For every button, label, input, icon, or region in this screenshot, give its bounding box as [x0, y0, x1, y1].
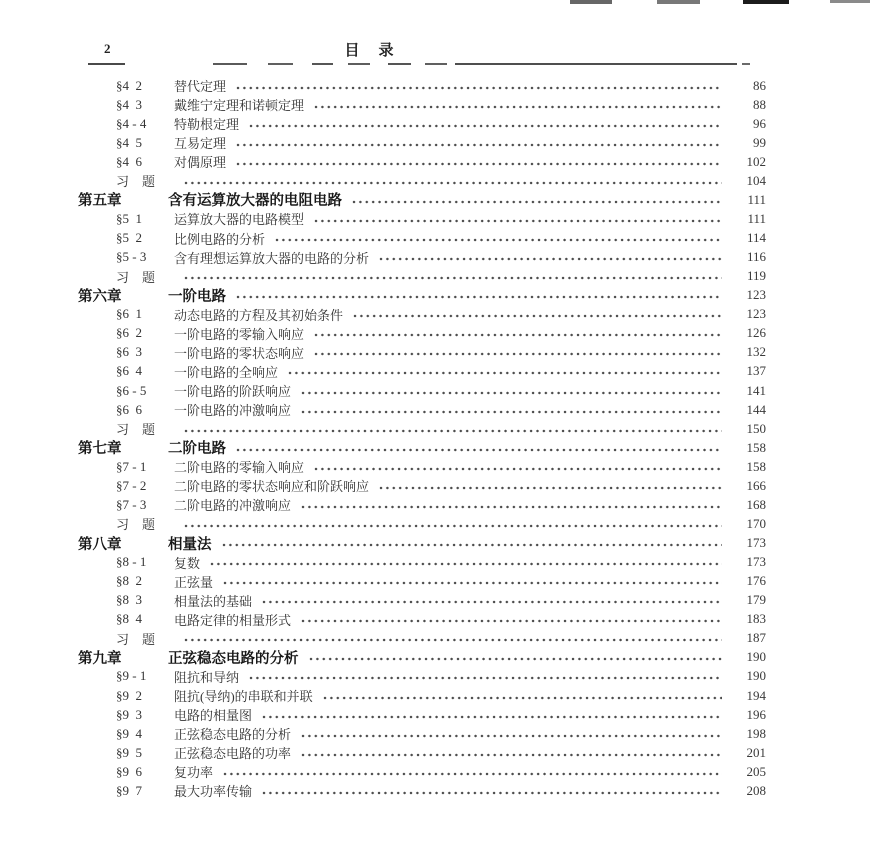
- toc-row-section: [0, 95, 870, 114]
- toc-entry-title: 正弦稳态电路的功率: [174, 746, 292, 762]
- dot-leader: [275, 237, 722, 243]
- toc-entry-label: §5 - 3: [116, 249, 147, 265]
- toc-entry-page: 201: [746, 744, 766, 760]
- toc-entry-label: §4 3: [116, 96, 142, 112]
- dot-leader: [314, 351, 722, 357]
- toc-row-section: [0, 229, 870, 248]
- toc-entry-title: 运算放大器的电路模型: [174, 212, 305, 228]
- toc-entry-title: 特勒根定理: [174, 117, 240, 133]
- toc-entry-page: 187: [746, 630, 766, 646]
- header-rule-segment: [425, 63, 447, 65]
- toc-entry-page: 104: [746, 172, 766, 188]
- toc-entry-title: 正弦稳态电路的分析: [168, 650, 299, 667]
- toc-row-section: [0, 152, 870, 171]
- toc-row-section: [0, 381, 870, 400]
- dot-leader: [314, 104, 722, 110]
- page-number: 2: [104, 41, 111, 56]
- toc-entry-title: 含有运算放大器的电阻电路: [168, 193, 342, 210]
- page-title: 目 录: [344, 43, 396, 59]
- header-rule-segment: [88, 63, 125, 65]
- toc-row-section: [0, 362, 870, 381]
- toc-entry-label: §8 3: [116, 592, 142, 608]
- dot-leader: [314, 218, 722, 224]
- toc-entry-page: 166: [746, 477, 766, 493]
- toc-entry-label: 第八章: [78, 536, 122, 553]
- toc-entry-label: 习 题: [116, 517, 156, 533]
- toc-list: [0, 76, 870, 800]
- toc-entry-label: §7 - 2: [116, 477, 147, 493]
- toc-entry-page: 119: [746, 268, 766, 284]
- toc-entry-label: §7 - 1: [116, 458, 147, 474]
- toc-entry-page: 86: [753, 77, 766, 93]
- toc-entry-title: 一阶电路的冲激响应: [174, 403, 292, 419]
- toc-entry-page: 173: [746, 535, 766, 551]
- dot-leader: [379, 485, 722, 491]
- toc-row-section: [0, 686, 870, 705]
- toc-entry-title: 二阶电路的零输入响应: [174, 460, 305, 476]
- header-rule-segment: [213, 63, 247, 65]
- toc-entry-page: 158: [746, 458, 766, 474]
- toc-entry-page: 102: [746, 153, 766, 169]
- toc-entry-label: §6 1: [116, 306, 142, 322]
- dot-leader: [236, 447, 722, 453]
- toc-entry-page: 144: [746, 401, 766, 417]
- toc-row-exercise: [0, 629, 870, 648]
- toc-row-section: [0, 324, 870, 343]
- toc-entry-title: 对偶原理: [174, 155, 227, 171]
- toc-entry-title: 电路的相量图: [174, 708, 253, 724]
- toc-entry-title: 比例电路的分析: [174, 231, 266, 247]
- dot-leader: [301, 733, 722, 739]
- toc-entry-label: §4 - 4: [116, 115, 147, 131]
- toc-entry-page: 126: [746, 325, 766, 341]
- toc-row-section: [0, 343, 870, 362]
- toc-entry-title: 动态电路的方程及其初始条件: [174, 307, 344, 323]
- toc-entry-page: 132: [746, 344, 766, 360]
- toc-entry-label: §6 3: [116, 344, 142, 360]
- toc-entry-label: §5 1: [116, 210, 142, 226]
- dot-leader: [262, 599, 722, 605]
- toc-row-exercise: [0, 514, 870, 533]
- dot-leader: [301, 390, 722, 396]
- toc-entry-title: 电路定律的相量形式: [174, 612, 292, 628]
- dot-leader: [249, 123, 722, 129]
- toc-entry-label: 第五章: [78, 193, 122, 210]
- toc-entry-title: 一阶电路的阶跃响应: [174, 384, 292, 400]
- toc-entry-label: 习 题: [116, 269, 156, 285]
- dot-leader: [223, 580, 722, 586]
- toc-row-section: [0, 610, 870, 629]
- dot-leader: [236, 161, 722, 167]
- toc-entry-label: §6 4: [116, 363, 142, 379]
- toc-entry-page: 190: [746, 649, 766, 665]
- toc-entry-label: §9 6: [116, 763, 142, 779]
- dot-leader: [309, 656, 723, 662]
- toc-entry-title: 戴维宁定理和诺顿定理: [174, 98, 305, 114]
- toc-entry-page: 150: [746, 420, 766, 436]
- toc-entry-page: 208: [746, 782, 766, 798]
- toc-entry-page: 114: [746, 230, 766, 246]
- toc-row-exercise: [0, 419, 870, 438]
- toc-row-section: [0, 209, 870, 228]
- toc-entry-label: §9 4: [116, 725, 142, 741]
- toc-entry-page: 88: [753, 96, 766, 112]
- dot-leader: [184, 523, 722, 529]
- toc-entry-page: 141: [746, 382, 766, 398]
- dot-leader: [236, 294, 722, 300]
- toc-entry-title: 一阶电路的零状态响应: [174, 345, 305, 361]
- toc-row-section: [0, 572, 870, 591]
- dot-leader: [210, 561, 722, 567]
- toc-entry-label: §6 6: [116, 401, 142, 417]
- toc-entry-page: 196: [746, 706, 766, 722]
- toc-entry-label: §9 3: [116, 706, 142, 722]
- toc-entry-title: 互易定理: [174, 136, 227, 152]
- toc-entry-label: §9 - 1: [116, 668, 147, 684]
- toc-entry-label: §8 4: [116, 611, 142, 627]
- toc-row-exercise: [0, 267, 870, 286]
- toc-entry-title: 替代定理: [174, 79, 227, 95]
- toc-entry-label: 第七章: [78, 441, 122, 458]
- dot-leader: [223, 771, 722, 777]
- toc-entry-title: 复功率: [174, 765, 214, 781]
- toc-entry-page: 137: [746, 363, 766, 379]
- toc-entry-label: 第九章: [78, 650, 122, 667]
- dot-leader: [301, 752, 722, 758]
- toc-row-section: [0, 76, 870, 95]
- dot-leader: [262, 790, 722, 796]
- toc-entry-title: 二阶电路的零状态响应和阶跃响应: [174, 479, 370, 495]
- toc-entry-page: 111: [747, 191, 766, 207]
- dot-leader: [222, 542, 723, 548]
- dot-leader: [184, 275, 722, 281]
- toc-entry-label: 第六章: [78, 288, 122, 305]
- toc-entry-page: 99: [753, 134, 766, 150]
- toc-row-section: [0, 457, 870, 476]
- toc-entry-title: 相量法: [168, 536, 212, 553]
- toc-entry-title: 一阶电路: [168, 288, 226, 305]
- toc-entry-page: 198: [746, 725, 766, 741]
- toc-row-chapter: [0, 286, 870, 305]
- toc-entry-label: 习 题: [116, 174, 156, 190]
- dot-leader: [352, 199, 722, 205]
- toc-row-section: [0, 743, 870, 762]
- toc-entry-title: 复数: [174, 555, 201, 571]
- toc-entry-label: 习 题: [116, 422, 156, 438]
- toc-entry-title: 含有理想运算放大器的电路的分析: [174, 250, 370, 266]
- toc-row-chapter: [0, 534, 870, 553]
- toc-entry-label: §4 2: [116, 77, 142, 93]
- header-rule-segment: [388, 63, 411, 65]
- dot-leader: [249, 675, 722, 681]
- dot-leader: [288, 370, 722, 376]
- toc-entry-title: 阻抗和导纳: [174, 669, 240, 685]
- toc-row-section: [0, 114, 870, 133]
- toc-entry-page: 190: [746, 668, 766, 684]
- toc-entry-title: 二阶电路的冲激响应: [174, 498, 292, 514]
- toc-entry-label: §7 - 3: [116, 496, 147, 512]
- dot-leader: [184, 428, 722, 434]
- dot-leader: [323, 695, 722, 701]
- toc-row-chapter: [0, 190, 870, 209]
- dot-leader: [236, 85, 722, 91]
- toc-entry-label: §6 2: [116, 325, 142, 341]
- toc-entry-label: §4 6: [116, 153, 142, 169]
- dot-leader: [379, 256, 722, 262]
- header-rule-segment: [455, 63, 737, 65]
- toc-entry-title: 正弦稳态电路的分析: [174, 727, 292, 743]
- toc-entry-label: §6 - 5: [116, 382, 147, 398]
- toc-row-section: [0, 591, 870, 610]
- toc-row-section: [0, 248, 870, 267]
- toc-entry-label: §8 2: [116, 573, 142, 589]
- toc-row-section: [0, 667, 870, 686]
- toc-entry-title: 最大功率传输: [174, 784, 253, 800]
- toc-row-section: [0, 495, 870, 514]
- toc-row-exercise: [0, 171, 870, 190]
- dot-leader: [184, 637, 722, 643]
- toc-entry-page: 170: [746, 515, 766, 531]
- toc-entry-page: 158: [746, 439, 766, 455]
- toc-row-section: [0, 133, 870, 152]
- toc-row-chapter: [0, 438, 870, 457]
- dot-leader: [353, 313, 722, 319]
- dot-leader: [301, 504, 722, 510]
- toc-entry-page: 168: [746, 496, 766, 512]
- toc-entry-page: 116: [746, 249, 766, 265]
- dot-leader: [262, 714, 722, 720]
- toc-row-section: [0, 553, 870, 572]
- scan-mark: [743, 0, 789, 4]
- toc-entry-title: 二阶电路: [168, 441, 226, 458]
- toc-row-section: [0, 476, 870, 495]
- toc-entry-page: 173: [746, 554, 766, 570]
- scan-mark: [657, 0, 700, 4]
- toc-row-section: [0, 305, 870, 324]
- dot-leader: [301, 618, 722, 624]
- scan-mark: [830, 0, 870, 3]
- toc-entry-page: 194: [746, 687, 766, 703]
- toc-row-section: [0, 400, 870, 419]
- toc-entry-label: §9 2: [116, 687, 142, 703]
- toc-entry-label: §8 - 1: [116, 554, 147, 570]
- toc-entry-page: 183: [746, 611, 766, 627]
- toc-entry-title: 一阶电路的零输入响应: [174, 326, 305, 342]
- toc-entry-label: §5 2: [116, 230, 142, 246]
- toc-row-section: [0, 762, 870, 781]
- dot-leader: [314, 332, 722, 338]
- dot-leader: [236, 142, 722, 148]
- header-rule-segment: [268, 63, 293, 65]
- header-rule-segment: [348, 63, 370, 65]
- toc-entry-page: 123: [746, 287, 766, 303]
- toc-entry-page: 179: [746, 592, 766, 608]
- toc-entry-page: 176: [746, 573, 766, 589]
- toc-entry-label: §9 5: [116, 744, 142, 760]
- toc-entry-title: 一阶电路的全响应: [174, 364, 279, 380]
- toc-row-chapter: [0, 648, 870, 667]
- header-rule-segment: [312, 63, 333, 65]
- toc-row-section: [0, 724, 870, 743]
- toc-entry-page: 96: [753, 115, 766, 131]
- toc-row-section: [0, 781, 870, 800]
- toc-entry-title: 阻抗(导纳)的串联和并联: [174, 689, 313, 705]
- header-rule-segment: [742, 63, 750, 65]
- toc-entry-title: 正弦量: [174, 574, 214, 590]
- toc-entry-label: §4 5: [116, 134, 142, 150]
- toc-entry-label: §9 7: [116, 782, 142, 798]
- toc-entry-page: 123: [746, 306, 766, 322]
- toc-entry-label: 习 题: [116, 631, 156, 647]
- dot-leader: [301, 409, 722, 415]
- toc-entry-title: 相量法的基础: [174, 593, 253, 609]
- dot-leader: [314, 466, 722, 472]
- scan-mark: [570, 0, 612, 4]
- toc-row-section: [0, 705, 870, 724]
- toc-entry-page: 111: [747, 210, 766, 226]
- dot-leader: [184, 180, 722, 186]
- toc-entry-page: 205: [746, 763, 766, 779]
